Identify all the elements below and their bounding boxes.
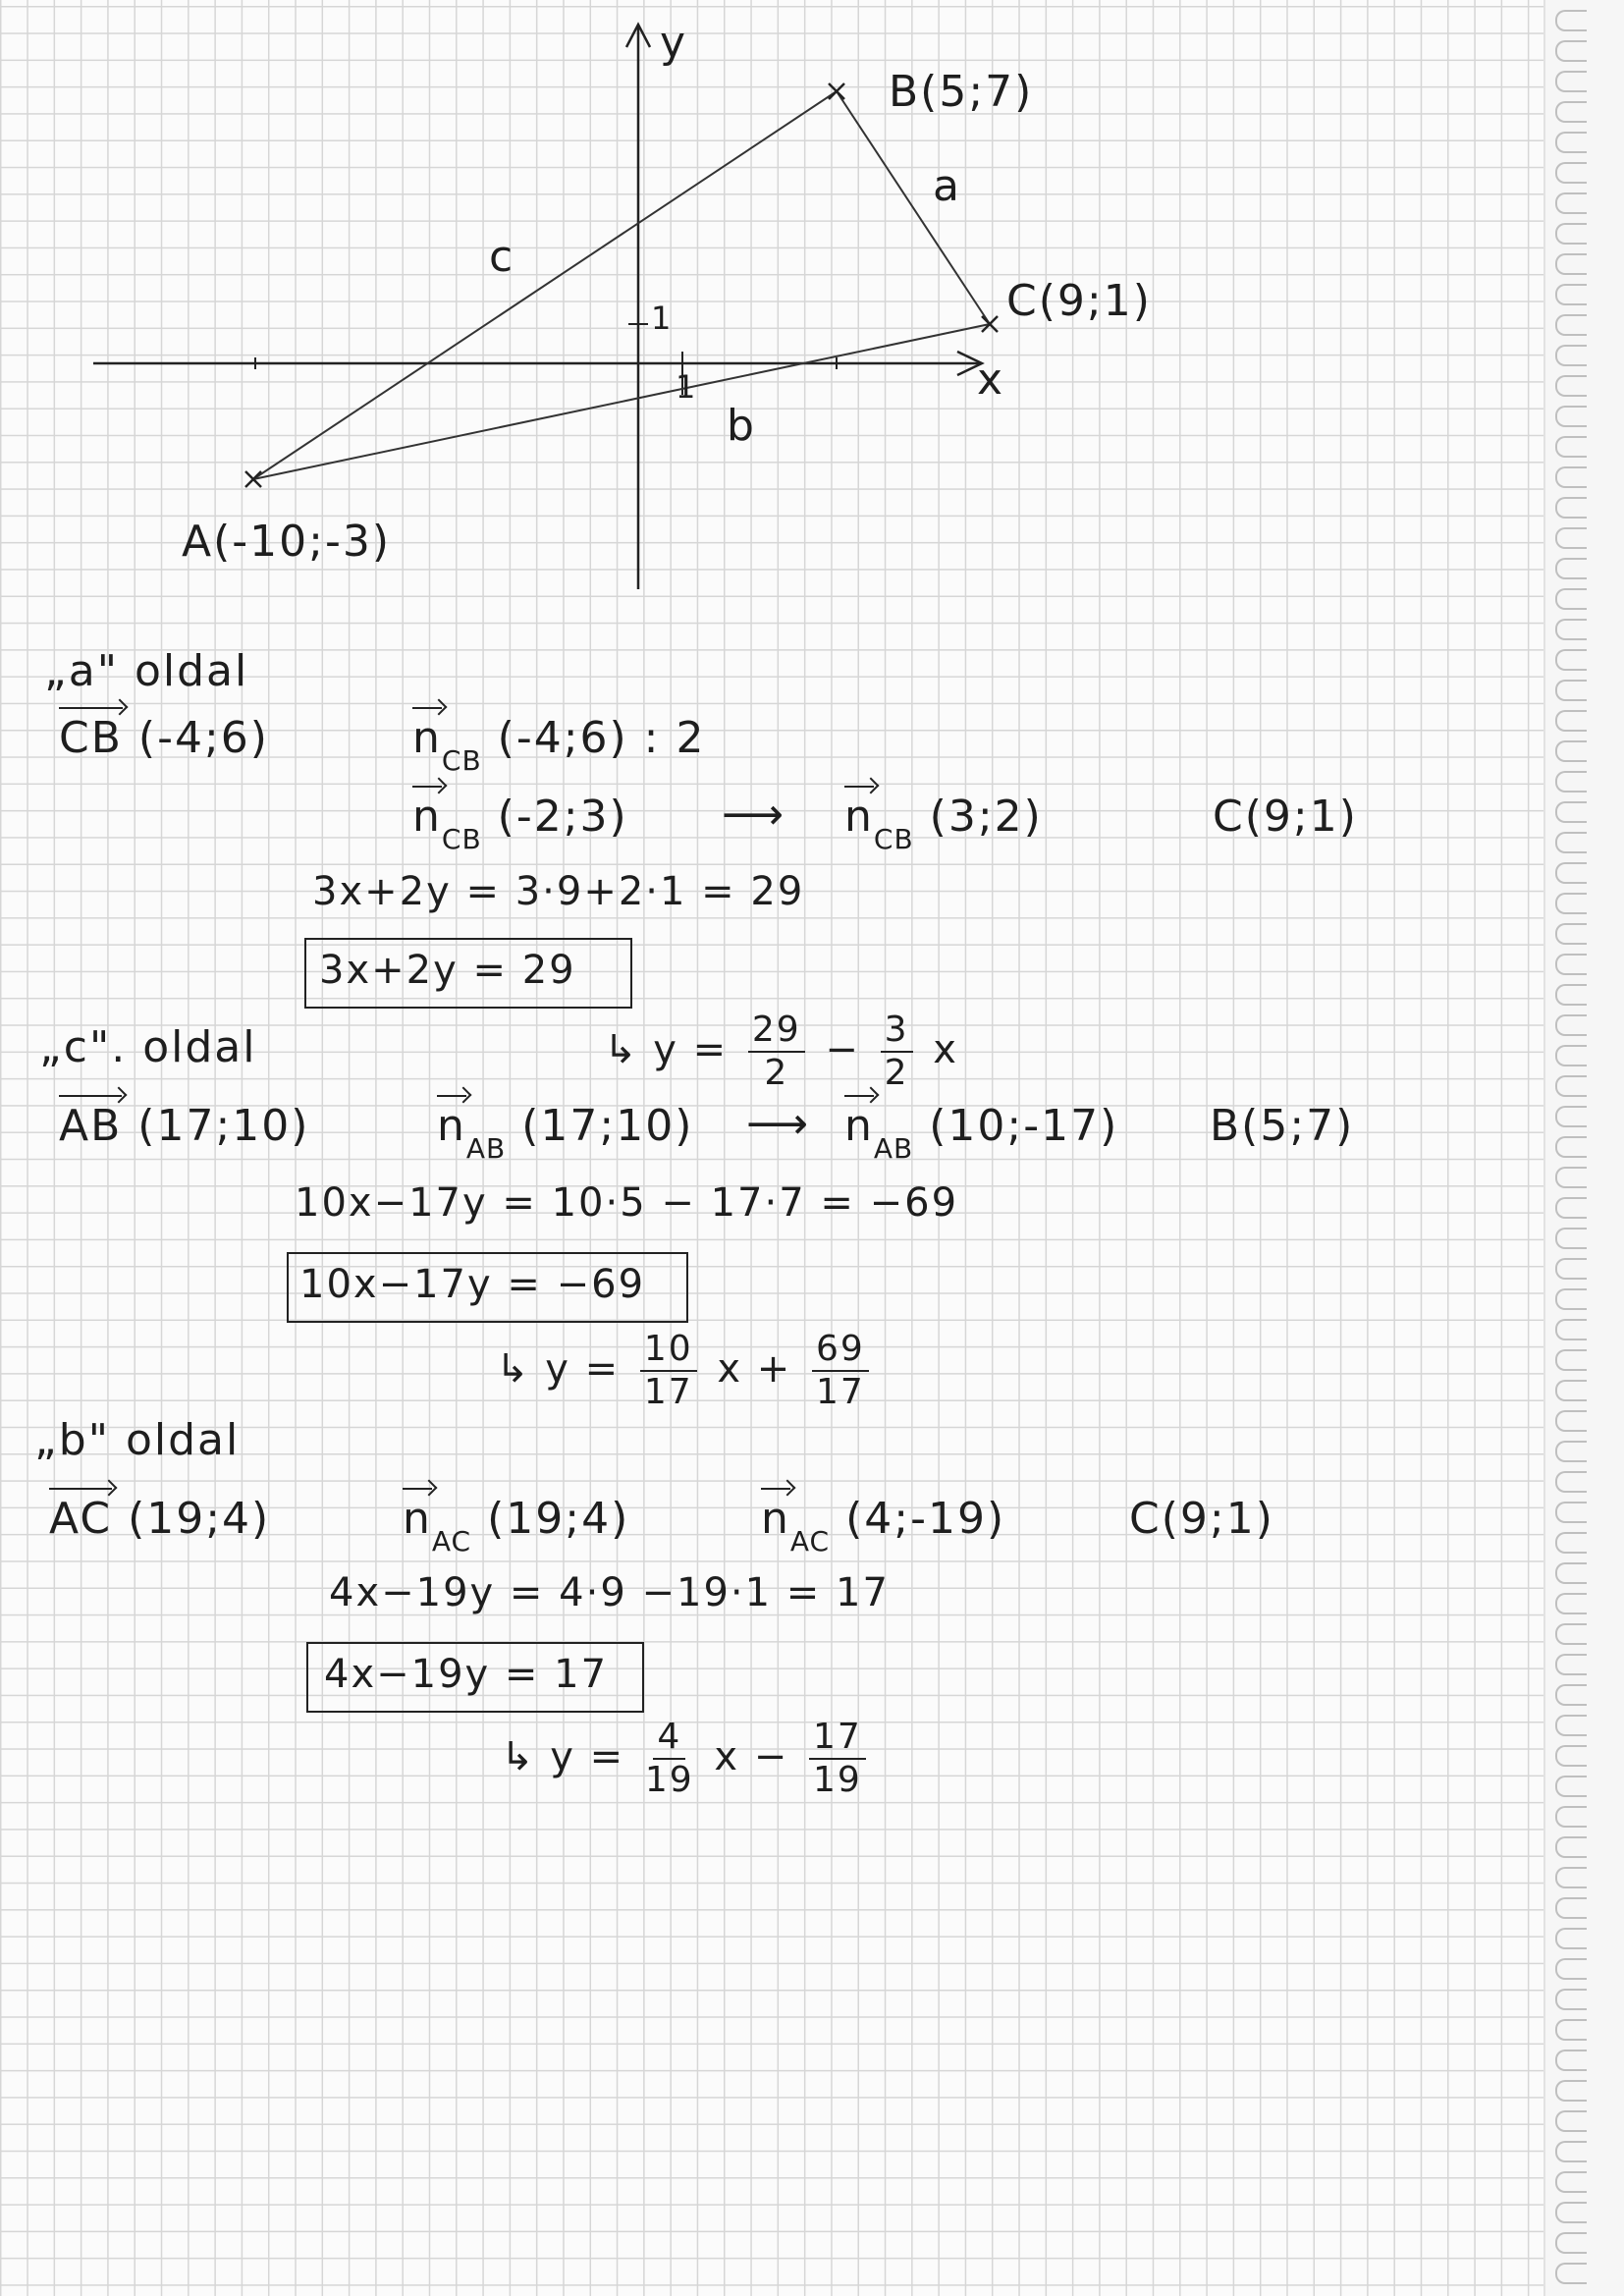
spiral-ring [1555, 832, 1587, 853]
slope-c-prefix: ↳ y = [496, 1345, 621, 1392]
spiral-ring [1555, 2080, 1587, 2102]
normal-b2-sub: AC [789, 1525, 831, 1558]
section-b-point: C(9;1) [1129, 1494, 1274, 1544]
spiral-ring [1555, 1502, 1587, 1523]
section-b-equation-work: 4x−19y = 4·9 −19·1 = 17 [329, 1570, 890, 1615]
normal-3-value: (3;2) [929, 792, 1043, 842]
section-a-normal-2 [412, 792, 628, 855]
spiral-ring [1555, 1380, 1587, 1401]
spiral-ring [1555, 1167, 1587, 1188]
normal-1-value: (-4;6) : 2 [497, 713, 706, 763]
x-unit-label: 1 [676, 368, 698, 406]
normal-c1-name: n [437, 1101, 466, 1151]
section-c-normal-1 [437, 1101, 694, 1165]
slope-b-fraction-1: $\frac{4}{19}$ [644, 1717, 694, 1800]
spiral-ring [1555, 1654, 1587, 1675]
spiral-ring [1555, 1806, 1587, 1828]
normal-2-name: n [412, 792, 442, 842]
spiral-ring [1555, 1319, 1587, 1340]
spiral-ring [1555, 1075, 1587, 1097]
spiral-ring [1555, 1136, 1587, 1158]
vector-ab-value: (17;10) [137, 1101, 310, 1151]
section-c-vector-ab [59, 1101, 310, 1151]
section-c-normal-2 [844, 1101, 1119, 1165]
normal-b1-name: n [403, 1494, 432, 1544]
spiral-ring [1555, 1288, 1587, 1310]
slope-c-mid: x + [717, 1345, 792, 1392]
section-c-arrow: ⟶ [746, 1099, 811, 1149]
spiral-ring [1555, 1562, 1587, 1584]
spiral-ring [1555, 1776, 1587, 1797]
section-b-normal-1 [403, 1494, 630, 1558]
x-axis-label: x [977, 355, 1005, 405]
spiral-ring [1555, 1258, 1587, 1280]
spiral-ring [1555, 1745, 1587, 1767]
vertex-A-marker [245, 471, 261, 487]
normal-c1-sub: AB [465, 1132, 507, 1165]
spiral-ring [1555, 2050, 1587, 2071]
side-b-line [253, 324, 990, 479]
spiral-ring [1555, 2171, 1587, 2193]
spiral-ring [1555, 1715, 1587, 1736]
spiral-ring [1555, 893, 1587, 914]
spiral-ring [1555, 1593, 1587, 1614]
normal-2-sub: CB [441, 823, 482, 855]
normal-3-sub: CB [873, 823, 914, 855]
spiral-ring [1555, 1836, 1587, 1858]
slope-b-prefix: ↳ y = [501, 1733, 625, 1779]
spiral-ring [1555, 710, 1587, 732]
spiral-ring [1555, 1897, 1587, 1919]
spiral-ring [1555, 2141, 1587, 2162]
slope-a-fraction-2: $\frac{3}{2}$ [881, 1011, 913, 1092]
section-b-slope-form [501, 1719, 872, 1799]
normal-1-sub: CB [441, 744, 482, 777]
normal-b2-value: (4;-19) [845, 1494, 1006, 1544]
spiral-ring [1555, 1441, 1587, 1462]
section-b-normal-2 [761, 1494, 1006, 1558]
spiral-ring [1555, 1014, 1587, 1036]
normal-c2-sub: AB [873, 1132, 914, 1165]
section-a-vector-cb [59, 713, 269, 763]
normal-1-name: n [412, 713, 442, 763]
normal-3-name: n [844, 792, 874, 842]
section-a-equation-boxed: 3x+2y = 29 [319, 948, 576, 993]
section-a-normal-1 [412, 713, 706, 777]
spiral-ring [1555, 2232, 1587, 2254]
section-b-equation-boxed: 4x−19y = 17 [324, 1652, 609, 1697]
section-a-point: C(9;1) [1213, 792, 1358, 842]
spiral-ring [1555, 2263, 1587, 2284]
spiral-ring [1555, 1228, 1587, 1249]
section-b-vector-ac [49, 1494, 271, 1544]
section-b-heading: „b" oldal [34, 1415, 241, 1465]
side-a-label: a [933, 161, 961, 211]
slope-c-fraction-1: $\frac{10}{17}$ [640, 1331, 697, 1411]
slope-b-mid: x − [714, 1733, 789, 1779]
spiral-ring [1555, 1106, 1587, 1127]
spiral-ring [1555, 1471, 1587, 1493]
section-c-equation-boxed: 10x−17y = −69 [299, 1262, 646, 1307]
section-c-equation-work: 10x−17y = 10·5 − 17·7 = −69 [295, 1180, 959, 1226]
vertex-B-marker [829, 83, 844, 99]
normal-b1-sub: AC [431, 1525, 472, 1558]
y-unit-label: 1 [651, 300, 674, 337]
slope-a-x: x [933, 1026, 958, 1072]
spiral-ring [1555, 2110, 1587, 2132]
spiral-ring [1555, 862, 1587, 884]
section-c-heading: „c". oldal [39, 1022, 257, 1072]
normal-c2-value: (10;-17) [929, 1101, 1119, 1151]
point-C-label: C(9;1) [1006, 276, 1152, 326]
spiral-ring [1555, 1410, 1587, 1432]
vector-cb-name: CB [59, 713, 123, 763]
side-b-label: b [727, 401, 756, 451]
slope-a-fraction-1: $\frac{29}{2}$ [748, 1011, 805, 1092]
spiral-ring [1555, 1684, 1587, 1706]
spiral-ring [1555, 984, 1587, 1006]
spiral-ring [1555, 1197, 1587, 1219]
spiral-ring [1555, 1532, 1587, 1554]
spiral-ring [1555, 1928, 1587, 1949]
spiral-ring [1555, 801, 1587, 823]
slope-a-minus: − [825, 1026, 860, 1072]
spiral-ring [1555, 954, 1587, 975]
vector-ac-name: AC [49, 1494, 113, 1544]
vector-ac-value: (19;4) [128, 1494, 271, 1544]
vector-ab-name: AB [59, 1101, 123, 1151]
spiral-ring [1555, 1045, 1587, 1066]
section-a-equation-work: 3x+2y = 3·9+2·1 = 29 [312, 869, 805, 914]
spiral-ring [1555, 740, 1587, 762]
spiral-ring [1555, 649, 1587, 671]
point-A-label: A(-10;-3) [182, 517, 391, 567]
section-a-normal-3 [844, 792, 1043, 855]
vector-cb-value: (-4;6) [137, 713, 269, 763]
spiral-ring [1555, 2019, 1587, 2041]
section-c-slope-form [496, 1331, 875, 1411]
spiral-ring [1555, 1349, 1587, 1371]
spiral-ring [1555, 771, 1587, 793]
normal-c2-name: n [844, 1101, 874, 1151]
section-a-arrow: ⟶ [722, 790, 786, 840]
slope-a-prefix: ↳ y = [604, 1026, 729, 1072]
side-a-line [837, 91, 990, 324]
vertex-C-marker [982, 316, 998, 332]
spiral-ring [1555, 1623, 1587, 1645]
y-axis-label: y [660, 18, 688, 68]
normal-2-value: (-2;3) [497, 792, 628, 842]
normal-c1-value: (17;10) [521, 1101, 694, 1151]
normal-b2-name: n [761, 1494, 790, 1544]
slope-b-fraction-2: $\frac{17}{19}$ [809, 1719, 866, 1799]
spiral-ring [1555, 680, 1587, 701]
section-a-slope-form [604, 1011, 958, 1092]
side-c-label: c [489, 232, 515, 282]
spiral-ring [1555, 1867, 1587, 1888]
section-a-heading: „a" oldal [44, 646, 249, 696]
section-c-point: B(5;7) [1210, 1101, 1355, 1151]
spiral-ring [1555, 2202, 1587, 2223]
slope-c-fraction-2: $\frac{69}{17}$ [812, 1331, 869, 1411]
spiral-ring [1555, 923, 1587, 945]
normal-b1-value: (19;4) [487, 1494, 630, 1544]
point-B-label: B(5;7) [889, 67, 1034, 117]
spiral-ring [1555, 1958, 1587, 1980]
spiral-ring [1555, 1989, 1587, 2010]
